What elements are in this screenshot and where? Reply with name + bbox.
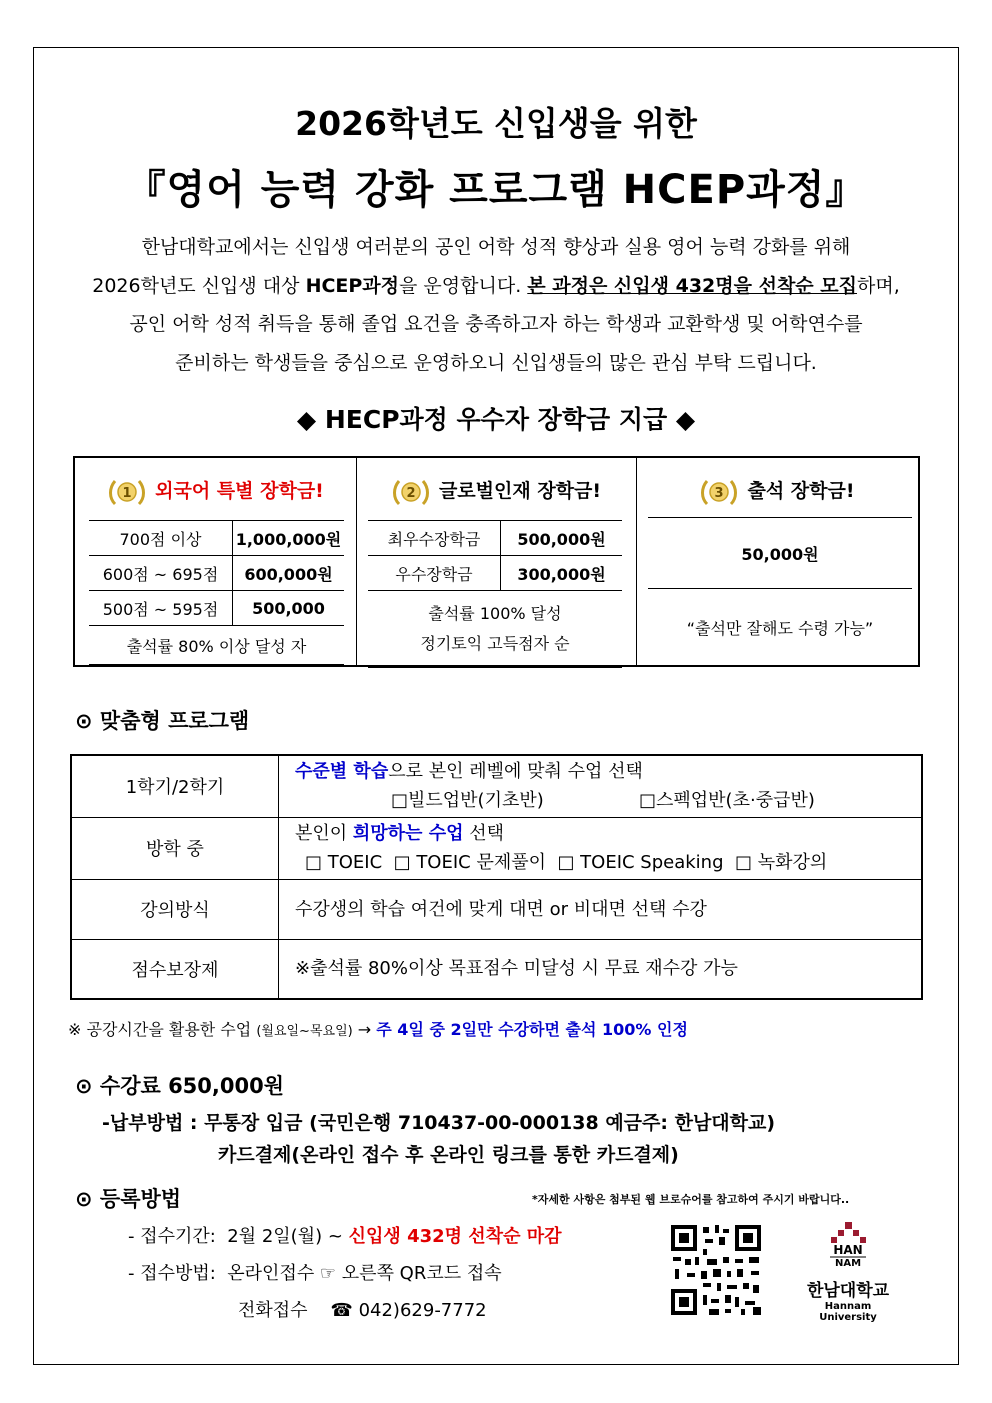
intro-line1: 한남대학교에서는 신입생 여러분의 공인 어학 성적 향상과 실용 영어 능력 강화를 위해 <box>141 236 851 258</box>
option-specup: □스펙업반(초·중급반) <box>639 790 815 812</box>
table-row: “출석만 잘해도 수령 가능” <box>648 589 912 666</box>
table-row: 700점 이상 1,000,000원 <box>89 521 344 556</box>
table-row: 50,000원 <box>648 518 912 589</box>
program-table <box>70 754 923 1000</box>
scholarship-title: 출석 장학금! <box>747 480 855 502</box>
scholarship-table <box>368 520 622 668</box>
registration-heading: ⊙ 등록방법 <box>75 1187 182 1211</box>
vacation-options: □ TOEIC □ TOEIC 문제풀이 □ TOEIC Speaking □ 녹화강의 <box>305 852 828 873</box>
table-row: 출석률 100% 달성 정기토익 고득점자 순 <box>368 591 622 668</box>
table-row: 강의방식 수강생의 학습 여건에 맞게 대면 or 비대면 선택 수강 <box>71 879 922 939</box>
program-heading: ⊙ 맞춤형 프로그램 <box>75 709 250 733</box>
scholarship-foreign-language <box>75 458 357 665</box>
scholarship-heading: ◆ HECP과정 우수자 장학금 지급 ◆ <box>296 405 696 434</box>
registration-note: *자세한 사항은 첨부된 웹 브로슈어를 참고하여 주시기 바랍니다.. <box>532 1193 850 1206</box>
fee-heading: ⊙ 수강료 650,000원 <box>75 1074 285 1098</box>
title-line2: 『영어 능력 강화 프로그램 HCEP과정』 <box>125 167 867 213</box>
title-line1: 2026학년도 신입생을 위한 <box>295 104 697 143</box>
option-buildup: □빌드업반(기초반) <box>391 790 544 812</box>
schedule-note: ※ 공강시간을 활용한 수업 (월요일~목요일) → 주 4일 중 2일만 수강하면 출석 100% 인정 <box>68 1020 688 1039</box>
scholarship-table <box>648 517 912 666</box>
qr-code[interactable] <box>669 1223 763 1317</box>
table-row: 최우수장학금 500,000원 <box>368 521 622 556</box>
registration-period: - 접수기간: 2월 2일(월) ~ 신입생 432명 선착순 마감 <box>128 1226 562 1247</box>
payment-bank: -납부방법 : 무통장 입금 (국민은행 710437-00-000138 예금주: 한남대학교) <box>102 1112 776 1134</box>
table-row: 1학기/2학기 수준별 학습으로 본인 레벨에 맞춰 수업 선택 □빌드업반(기초반) □스펙업반(초·중급반) <box>71 755 922 817</box>
intro-line4: 준비하는 학생들을 중심으로 운영하오니 신입생들의 많은 관심 부탁 드립니다. <box>175 351 817 374</box>
registration-method: - 접수방법: 온라인접수 ☞ 오른쪽 QR코드 접속 <box>128 1263 502 1284</box>
table-row: 점수보장제 ※출석률 80%이상 목표점수 미달성 시 무료 재수강 가능 <box>71 939 922 999</box>
laurel-badge-icon <box>391 476 431 508</box>
table-row: 우수장학금 300,000원 <box>368 556 622 591</box>
svg-text:3: 3 <box>714 485 724 501</box>
table-row: 500점 ~ 595점 500,000 <box>89 591 344 626</box>
payment-card: 카드결제(온라인 접수 후 온라인 링크를 통한 카드결제) <box>218 1144 679 1166</box>
table-row: 600점 ~ 695점 600,000원 <box>89 556 344 591</box>
scholarship-global-talent <box>356 458 637 665</box>
svg-text:2: 2 <box>406 485 416 501</box>
scholarship-table <box>89 520 344 665</box>
table-row: 출석률 80% 이상 달성 자 <box>89 626 344 665</box>
intro-paragraph <box>60 228 932 382</box>
scholarship-title: 글로벌인재 장학금! <box>438 480 602 502</box>
hannam-university-logo <box>800 1220 900 1323</box>
table-row: 방학 중 본인이 희망하는 수업 선택 □ TOEIC □ TOEIC 문제풀이 □ TOEIC Speaking □ 녹화강의 <box>71 817 922 879</box>
svg-text:1: 1 <box>122 485 132 501</box>
intro-line3: 공인 어학 성적 취득을 통해 졸업 요건을 충족하고자 하는 학생과 교환학생 및 어학연수를 <box>129 313 863 335</box>
hannam-emblem-icon <box>800 1220 900 1266</box>
svg-text:NAM: NAM <box>834 1258 862 1266</box>
intro-line2: 2026학년도 신입생 대상 HCEP과정을 운영합니다. 본 과정은 신입생 432명을 선착순 모집하며, <box>92 274 900 297</box>
logo-english-name: Hannam University <box>819 1301 877 1323</box>
logo-korean-name: 한남대학교 <box>806 1281 890 1301</box>
registration-phone: 전화접수 ☎ 042)629-7772 <box>238 1300 487 1321</box>
scholarship-box <box>73 456 920 667</box>
laurel-badge-icon <box>699 476 739 508</box>
svg-text:HAN: HAN <box>833 1243 863 1257</box>
scholarship-title: 외국어 특별 장학금! <box>155 480 324 502</box>
scholarship-attendance <box>636 458 918 665</box>
laurel-badge-icon <box>107 476 147 508</box>
